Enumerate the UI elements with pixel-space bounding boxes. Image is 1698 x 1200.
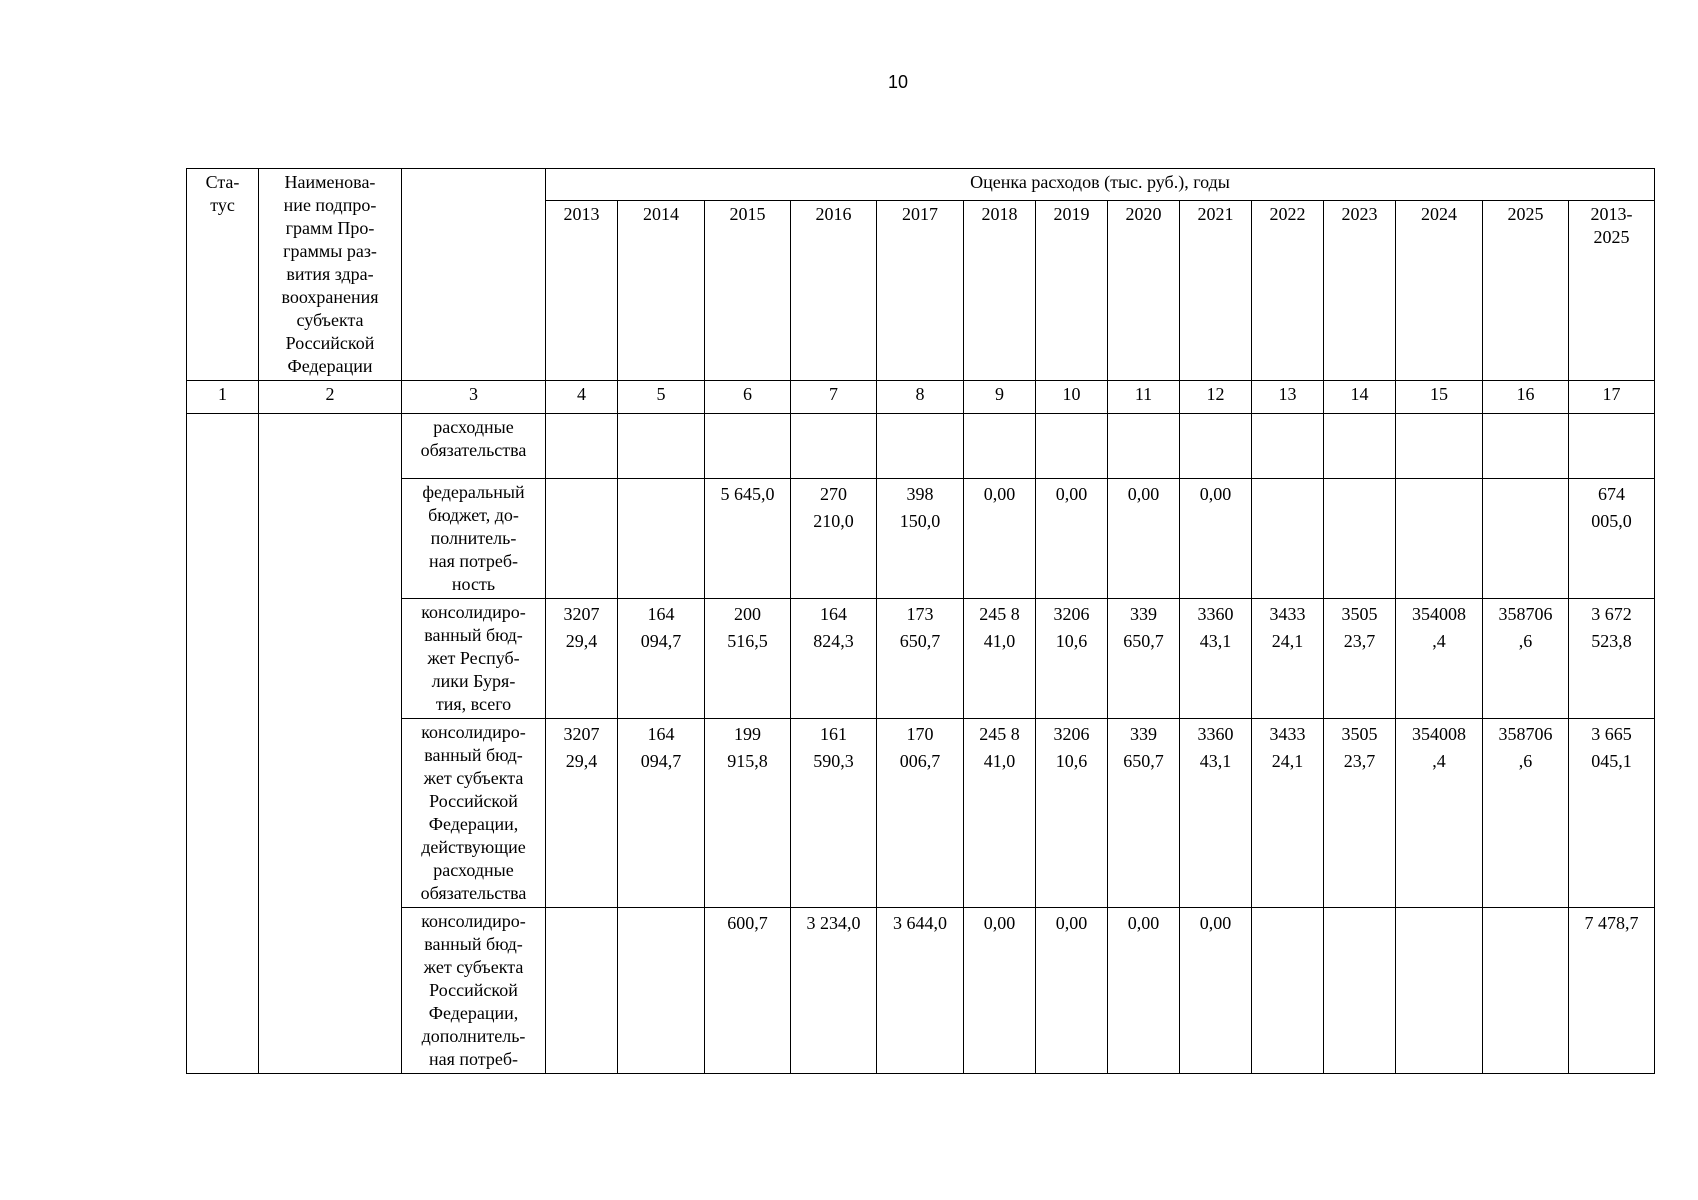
- value-cell: 200 516,5: [705, 599, 791, 719]
- value-cell: 600,7: [705, 908, 791, 1074]
- column-number-10: 10: [1036, 381, 1108, 414]
- column-number-7: 7: [791, 381, 877, 414]
- header-year-7: 2020: [1108, 201, 1180, 381]
- value-cell: [546, 479, 618, 599]
- header-year-13: 2013- 2025: [1569, 201, 1655, 381]
- value-cell: 3505 23,7: [1324, 719, 1396, 908]
- value-cell: 164 094,7: [618, 719, 705, 908]
- value-cell: [546, 908, 618, 1074]
- value-cell: 161 590,3: [791, 719, 877, 908]
- value-cell: [546, 414, 618, 479]
- value-cell: 164 824,3: [791, 599, 877, 719]
- column-number-3: 3: [402, 381, 546, 414]
- value-cell: [1396, 479, 1483, 599]
- value-cell: [1483, 479, 1569, 599]
- value-cell: [1252, 479, 1324, 599]
- funding-source-label: федеральный бюджет, до- полнитель- ная потреб- ность: [402, 479, 546, 599]
- value-cell: 339 650,7: [1108, 599, 1180, 719]
- page-number: 10: [887, 72, 909, 92]
- header-year-2: 2015: [705, 201, 791, 381]
- header-year-6: 2019: [1036, 201, 1108, 381]
- header-expenses-title: [546, 169, 1655, 201]
- header-col3: [402, 169, 546, 381]
- header-expenses-title-text: Оценка расходов (тыс. руб.), годы: [970, 172, 1230, 192]
- column-number-4: 4: [546, 381, 618, 414]
- value-cell: 3433 24,1: [1252, 719, 1324, 908]
- table-row: [187, 719, 1655, 908]
- value-cell: 7 478,7: [1569, 908, 1655, 1074]
- table-row: [187, 414, 1655, 479]
- header-year-11: 2024: [1396, 201, 1483, 381]
- value-cell: [964, 414, 1036, 479]
- header-year-0: 2013: [546, 201, 618, 381]
- header-subprogram-name: [259, 169, 402, 381]
- value-cell: 354008 ,4: [1396, 719, 1483, 908]
- value-cell: [1396, 908, 1483, 1074]
- value-cell: 270 210,0: [791, 479, 877, 599]
- value-cell: 5 645,0: [705, 479, 791, 599]
- value-cell: 3505 23,7: [1324, 599, 1396, 719]
- column-number-12: 12: [1180, 381, 1252, 414]
- value-cell: 173 650,7: [877, 599, 964, 719]
- value-cell: [877, 414, 964, 479]
- value-cell: [1483, 908, 1569, 1074]
- header-year-9: 2022: [1252, 201, 1324, 381]
- column-number-8: 8: [877, 381, 964, 414]
- value-cell: 3360 43,1: [1180, 599, 1252, 719]
- column-number-15: 15: [1396, 381, 1483, 414]
- value-cell: 0,00: [964, 479, 1036, 599]
- value-cell: 3207 29,4: [546, 719, 618, 908]
- value-cell: [1396, 414, 1483, 479]
- value-cell: 3 665 045,1: [1569, 719, 1655, 908]
- column-number-2: 2: [259, 381, 402, 414]
- value-cell: 358706 ,6: [1483, 599, 1569, 719]
- header-year-8: 2021: [1180, 201, 1252, 381]
- value-cell: [1324, 908, 1396, 1074]
- value-cell: 245 8 41,0: [964, 719, 1036, 908]
- table-row: [187, 479, 1655, 599]
- value-cell: 3206 10,6: [1036, 599, 1108, 719]
- funding-source-label: расходные обязательства: [402, 414, 546, 479]
- value-cell: 0,00: [1180, 479, 1252, 599]
- header-year-10: 2023: [1324, 201, 1396, 381]
- column-number-6: 6: [705, 381, 791, 414]
- funding-source-label: консолидиро- ванный бюд- жет субъекта Российской Федерации, дополнитель- ная потреб-: [402, 908, 546, 1074]
- value-cell: [1324, 414, 1396, 479]
- column-number-1: 1: [187, 381, 259, 414]
- column-number-13: 13: [1252, 381, 1324, 414]
- funding-source-label: консолидиро- ванный бюд- жет Респуб- лики Буря- тия, всего: [402, 599, 546, 719]
- value-cell: 3 644,0: [877, 908, 964, 1074]
- budget-table: [186, 168, 1655, 1074]
- value-cell: [1569, 414, 1655, 479]
- value-cell: 3 234,0: [791, 908, 877, 1074]
- value-cell: [618, 479, 705, 599]
- column-number-17: 17: [1569, 381, 1655, 414]
- value-cell: [618, 908, 705, 1074]
- value-cell: 199 915,8: [705, 719, 791, 908]
- status-cell: [187, 414, 259, 1074]
- header-year-1: 2014: [618, 201, 705, 381]
- value-cell: 3206 10,6: [1036, 719, 1108, 908]
- column-number-11: 11: [1108, 381, 1180, 414]
- value-cell: 3207 29,4: [546, 599, 618, 719]
- column-number-5: 5: [618, 381, 705, 414]
- value-cell: [1252, 414, 1324, 479]
- subprogram-name-cell: [259, 414, 402, 1074]
- header-year-3: 2016: [791, 201, 877, 381]
- value-cell: 398 150,0: [877, 479, 964, 599]
- value-cell: [1180, 414, 1252, 479]
- column-numbers-row: [187, 381, 1655, 414]
- header-year-5: 2018: [964, 201, 1036, 381]
- value-cell: [705, 414, 791, 479]
- value-cell: 0,00: [1036, 908, 1108, 1074]
- value-cell: 164 094,7: [618, 599, 705, 719]
- value-cell: 0,00: [964, 908, 1036, 1074]
- value-cell: [1252, 908, 1324, 1074]
- value-cell: [791, 414, 877, 479]
- table-row: [187, 599, 1655, 719]
- table-row: [187, 908, 1655, 1074]
- column-number-14: 14: [1324, 381, 1396, 414]
- value-cell: 0,00: [1036, 479, 1108, 599]
- column-number-16: 16: [1483, 381, 1569, 414]
- value-cell: [1324, 479, 1396, 599]
- value-cell: 0,00: [1180, 908, 1252, 1074]
- column-number-9: 9: [964, 381, 1036, 414]
- header-status-text: Ста- тус: [205, 172, 240, 215]
- value-cell: 354008 ,4: [1396, 599, 1483, 719]
- value-cell: 170 006,7: [877, 719, 964, 908]
- value-cell: 3 672 523,8: [1569, 599, 1655, 719]
- value-cell: [618, 414, 705, 479]
- header-row-1: [187, 169, 1655, 201]
- header-subprogram-name-text: Наименова- ние подпро- грамм Про- граммы раз- вития здра- воохранения субъекта Российской Федерации: [281, 172, 379, 376]
- value-cell: 245 8 41,0: [964, 599, 1036, 719]
- funding-source-label: консолидиро- ванный бюд- жет субъекта Российской Федерации, действующие расходные обязательства: [402, 719, 546, 908]
- value-cell: 3433 24,1: [1252, 599, 1324, 719]
- value-cell: 339 650,7: [1108, 719, 1180, 908]
- value-cell: 358706 ,6: [1483, 719, 1569, 908]
- value-cell: 0,00: [1108, 908, 1180, 1074]
- value-cell: [1108, 414, 1180, 479]
- value-cell: 3360 43,1: [1180, 719, 1252, 908]
- value-cell: 674 005,0: [1569, 479, 1655, 599]
- header-year-4: 2017: [877, 201, 964, 381]
- value-cell: [1036, 414, 1108, 479]
- value-cell: 0,00: [1108, 479, 1180, 599]
- header-status: [187, 169, 259, 381]
- header-year-12: 2025: [1483, 201, 1569, 381]
- value-cell: [1483, 414, 1569, 479]
